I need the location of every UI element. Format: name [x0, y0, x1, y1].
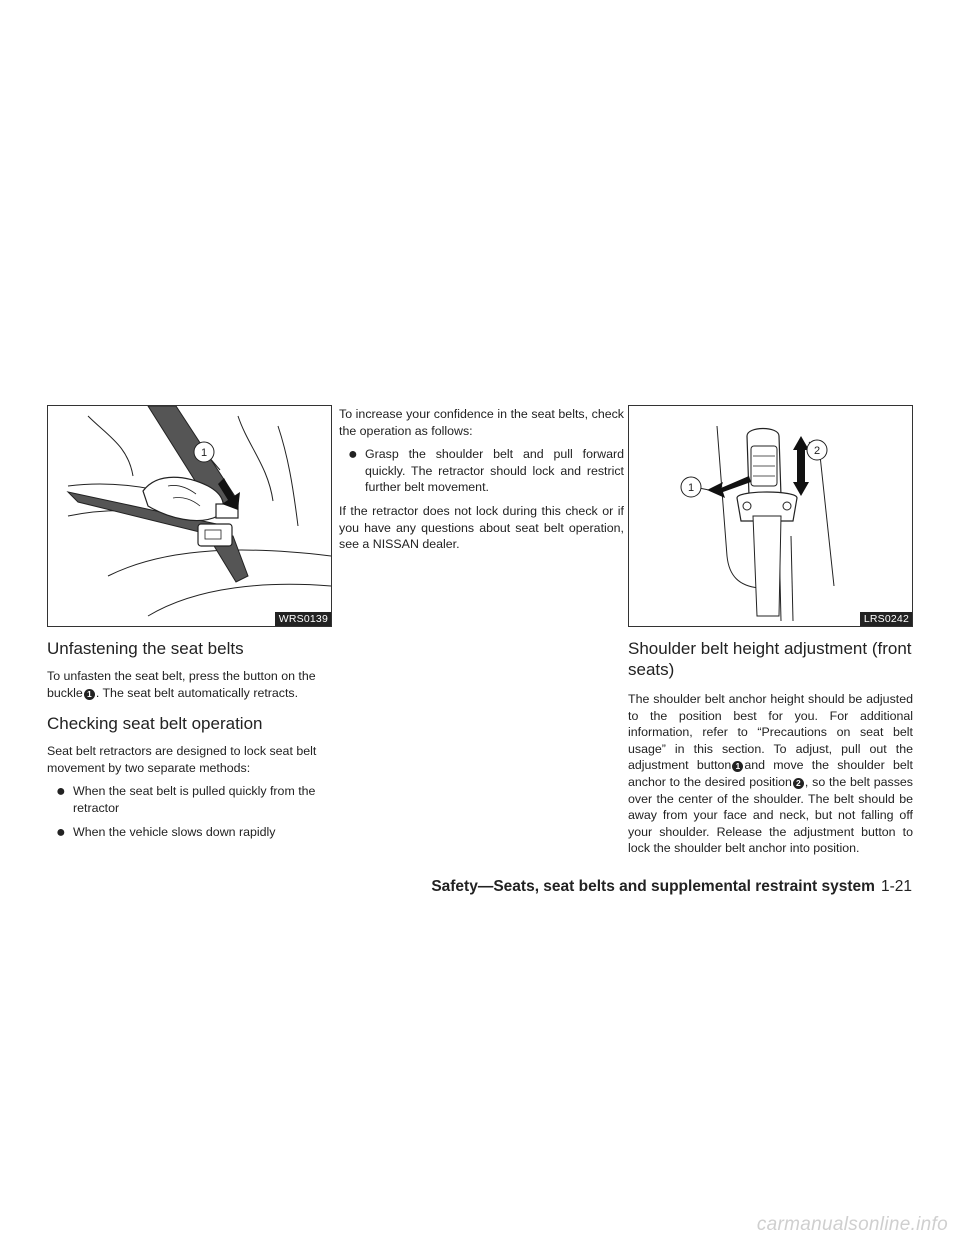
footer-section-title: Safety—Seats, seat belts and supplemental restraint system: [431, 878, 875, 895]
heading-shoulder-belt: Shoulder belt height adjustment (front seats): [628, 639, 912, 679]
column-middle: [339, 405, 624, 553]
column-left: [47, 405, 332, 840]
watermark: carmanualsonline.info: [756, 1214, 948, 1235]
figure-code: LRS0242: [860, 612, 912, 626]
bullet-dot-icon: ●: [348, 446, 358, 464]
seat-belt-buckle-illustration: [48, 406, 331, 626]
dealer-paragraph: If the retractor does not lock during this check or if you have any questions about seat belt operation, see a NISSAN dealer.: [339, 503, 624, 552]
check-intro: To increase your confidence in the seat belts, check the operation as follows:: [339, 407, 624, 438]
bullet-dot-icon: ●: [56, 823, 66, 841]
bullet-item: ● Grasp the shoulder belt and pull forward quickly. The retractor should lock and restrict further belt movement.: [348, 446, 624, 495]
figure-callout-2: 2: [813, 445, 821, 457]
checking-intro: Seat belt retractors are designed to lock seat belt movement by two separate methods:: [47, 744, 317, 775]
bullet-dot-icon: ●: [56, 783, 66, 801]
bullet-item: ● When the seat belt is pulled quickly from the retractor: [56, 783, 316, 815]
callout-ref-1: 1: [732, 761, 743, 772]
column-right: [628, 405, 913, 857]
figure-callout-1: 1: [687, 482, 695, 494]
figure-code: WRS0139: [275, 612, 331, 626]
figure-shoulder-belt-adjustment: [628, 405, 913, 627]
figure-callout-1: 1: [200, 447, 208, 459]
callout-ref-2: 2: [793, 778, 804, 789]
bullet-item: ● When the vehicle slows down rapidly: [56, 823, 276, 841]
page-footer: [431, 878, 912, 896]
shoulder-belt-paragraph: The shoulder belt anchor height should be adjusted to the position best for you. For additional information, refer to “Precautions on seat belt usage” in this section. To adjust, pull out the adjustment button 1 and move the shoulder belt anchor to the desired position 2 , so the belt passes over the center of the shoulder. The belt should be away from your face and neck, but not falling off your shoulder. Release the adjustment button to lock the shoulder belt anchor into position.: [628, 692, 914, 856]
unfasten-paragraph: To unfasten the seat belt, press the button on the buckle 1 . The seat belt automatically retracts.: [47, 669, 316, 700]
figure-unfasten-seat-belt: [47, 405, 332, 627]
callout-ref-1: 1: [84, 689, 95, 700]
heading-checking: Checking seat belt operation: [47, 714, 263, 734]
page-number: 1-21: [880, 878, 912, 895]
shoulder-belt-anchor-illustration: [629, 406, 912, 626]
heading-unfastening: Unfastening the seat belts: [47, 639, 244, 658]
